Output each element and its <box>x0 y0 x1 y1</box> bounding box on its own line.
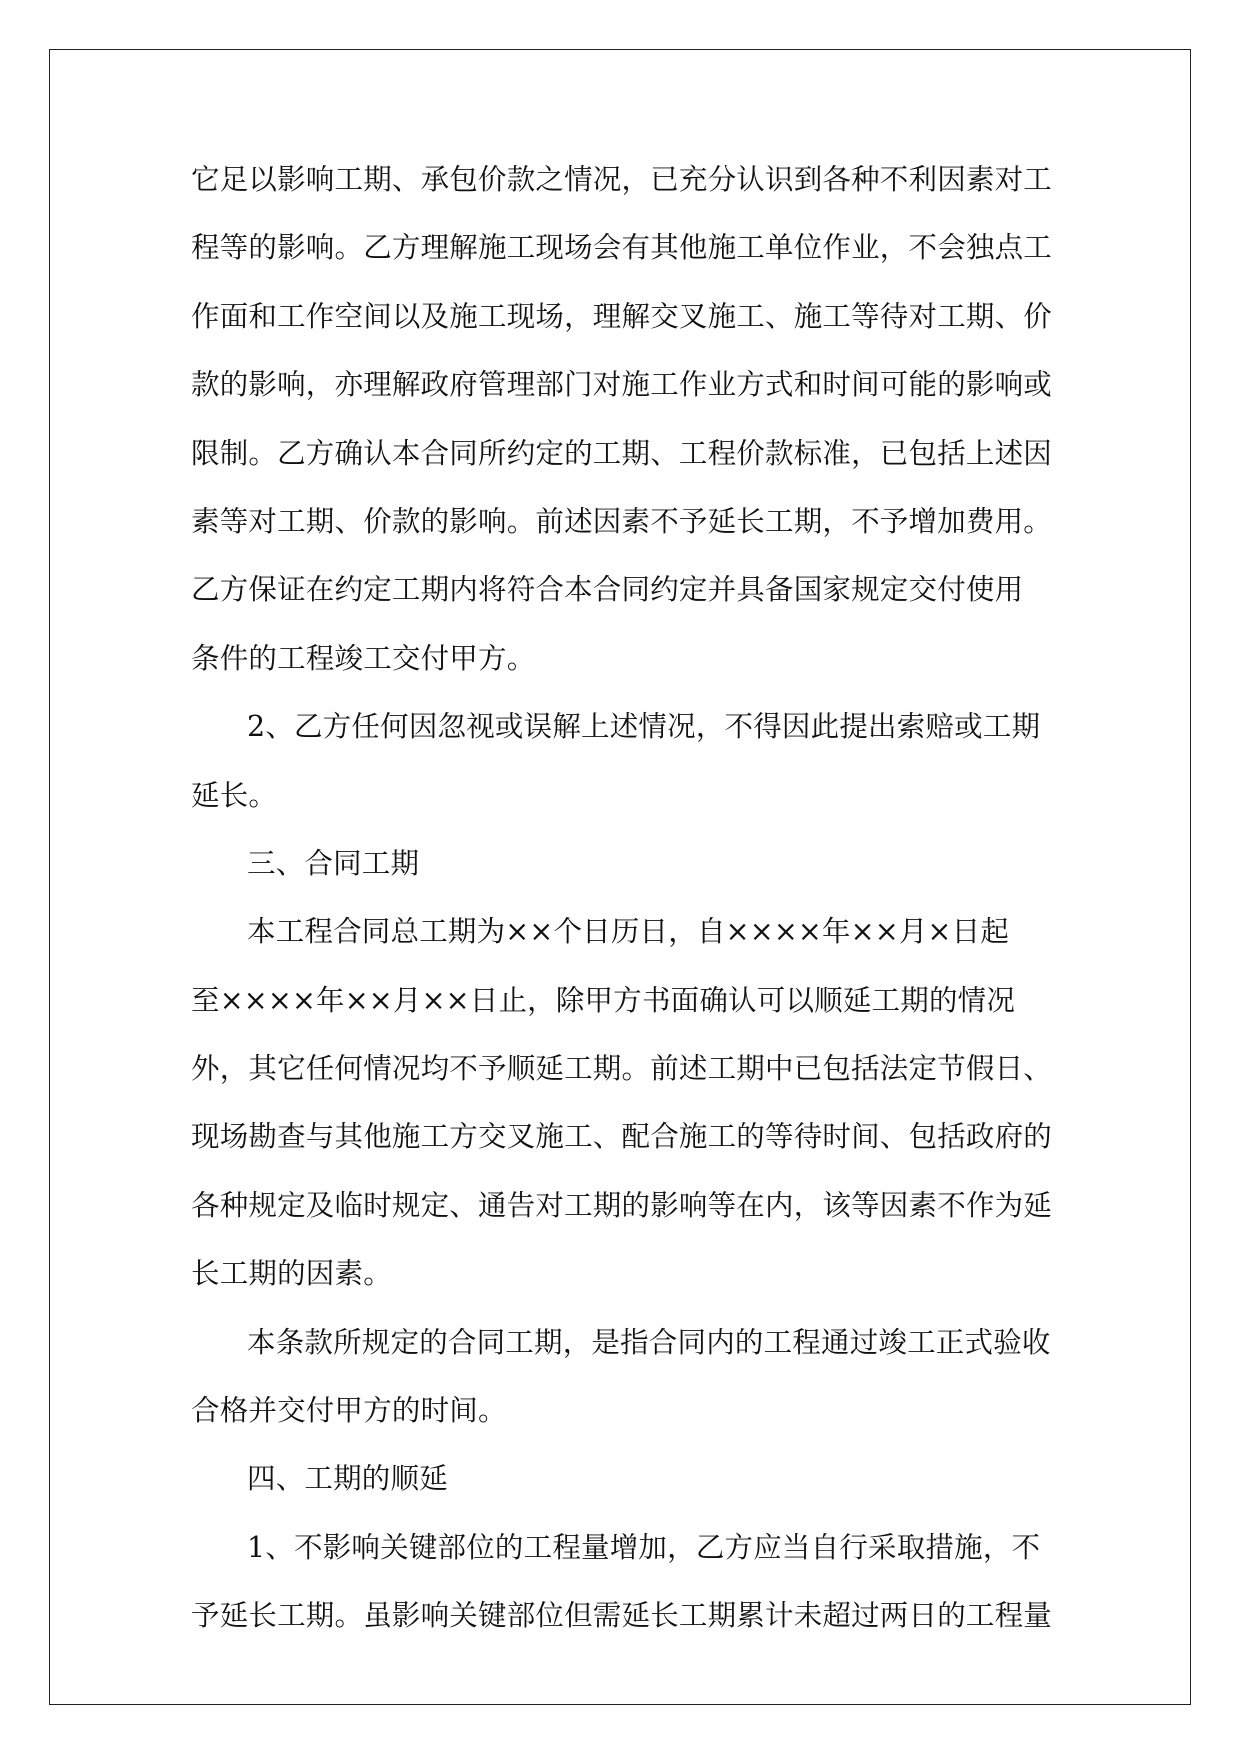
text-line: 条件的工程竣工交付甲方。 <box>191 641 536 675</box>
section-3-heading: 三、合同工期 <box>247 846 420 880</box>
text-line: 限制。乙方确认本合同所约定的工期、工程价款标准，已包括上述因 <box>191 436 1053 470</box>
clause-1-heading: 1、不影响关键部位的工程量增加，乙方应当自行采取措施，不 <box>247 1530 1041 1564</box>
text-line: 它足以影响工期、承包价款之情况，已充分认识到各种不利因素对工 <box>191 163 1053 196</box>
text-line: 至××××年××月××日止，除甲方书面确认可以顺延工期的情况 <box>191 983 1016 1017</box>
text-line: 予延长工期。虽影响关键部位但需延长工期累计未超过两日的工程量 <box>191 1599 1053 1633</box>
text-line: 合格并交付甲方的时间。 <box>191 1394 507 1428</box>
document-body <box>191 160 1061 1665</box>
paragraph-start: 本工程合同总工期为××个日历日，自××××年××月×日起 <box>247 915 1010 949</box>
text-line: 款的影响，亦理解政府管理部门对施工作业方式和时间可能的影响或 <box>191 368 1053 402</box>
text-line: 长工期的因素。 <box>191 1257 392 1291</box>
text-line: 各种规定及临时规定、通告对工期的影响等在内，该等因素不作为延 <box>191 1188 1053 1222</box>
text-line: 延长。 <box>191 778 278 812</box>
paragraph-start: 本条款所规定的合同工期，是指合同内的工程通过竣工正式验收 <box>247 1325 1051 1359</box>
text-line: 作面和工作空间以及施工现场，理解交叉施工、施工等待对工期、价 <box>191 299 1053 333</box>
section-4-heading: 四、工期的顺延 <box>247 1462 448 1496</box>
text-line: 现场勘查与其他施工方交叉施工、配合施工的等待时间、包括政府的 <box>191 1120 1053 1154</box>
clause-2-heading: 2、乙方任何因忽视或误解上述情况，不得因此提出索赔或工期 <box>247 710 1041 744</box>
text-line: 外，其它任何情况均不予顺延工期。前述工期中已包括法定节假日、 <box>191 1052 1053 1086</box>
text-line: 乙方保证在约定工期内将符合本合同约定并具备国家规定交付使用 <box>191 573 1024 607</box>
text-line: 素等对工期、价款的影响。前述因素不予延长工期，不予增加费用。 <box>191 504 1053 538</box>
text-line: 程等的影响。乙方理解施工现场会有其他施工单位作业，不会独点工 <box>191 231 1053 265</box>
